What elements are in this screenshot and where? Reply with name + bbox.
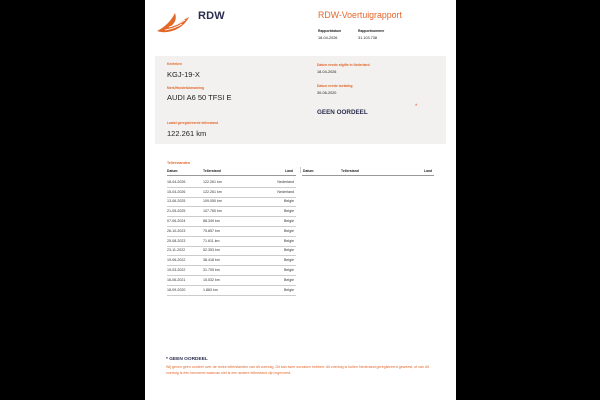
- row-tellerstand: 75.857 km: [203, 228, 220, 233]
- row-date: 21-05-2025: [167, 209, 186, 214]
- row-land: Nederland: [277, 189, 294, 194]
- table-row: [167, 247, 296, 257]
- row-tellerstand: 1.883 km: [203, 287, 218, 292]
- tellerstand-value: 122.261 km: [167, 129, 207, 138]
- row-tellerstand: 52.353 km: [203, 248, 220, 253]
- row-land: Belgie: [284, 258, 294, 263]
- rapportnummer-label: Rapportnummer: [358, 29, 385, 33]
- col-tellerstand: Tellerstand: [203, 169, 221, 173]
- col-datum-right: Datum: [303, 169, 314, 173]
- table-header-rule-right: [302, 175, 434, 176]
- merk-label: Merk/Handelsbenaming: [167, 86, 205, 90]
- toelating-value: 30-06-2020: [317, 91, 337, 95]
- toelating-label: Datum eerste toelating: [317, 84, 353, 88]
- row-date: 07-06-2024: [167, 218, 186, 223]
- report-title: RDW-Voertuigrapport: [318, 10, 402, 20]
- row-date: 18-09-2020: [167, 287, 186, 292]
- afgifte-label: Datum eerste afgifte in Nederland: [317, 63, 370, 67]
- row-land: Nederland: [277, 179, 294, 184]
- col-datum: Datum: [167, 169, 178, 173]
- kenteken-label: Kenteken: [167, 62, 182, 66]
- row-date: 13-06-2025: [167, 199, 186, 204]
- report-page: [145, 0, 456, 400]
- col-land-right: Land: [424, 169, 433, 173]
- table-row: [167, 217, 296, 227]
- verdict: GEEN OORDEEL: [317, 109, 368, 116]
- rdw-bird-logo-icon: [155, 9, 191, 35]
- row-date: 19-03-2022: [167, 267, 186, 272]
- footer-text: Wij geven geen oordeel over de reeks tellerstanden van dit voertuig. Dit kan twee oorzaken hebben: dit voertuig is buiten Nederland geregistreerd geweest, of van dit voertuig is één benoemd waarvan niet is een andere tellerstand zijn ingevoerd.: [166, 365, 429, 375]
- brand-name: RDW: [198, 10, 225, 22]
- tellerstanden-table: [167, 178, 296, 296]
- row-date: 16-06-2021: [167, 277, 186, 282]
- row-tellerstand: 38.418 km: [203, 258, 220, 263]
- row-tellerstand: 109.050 km: [203, 199, 222, 204]
- table-header-rule: [167, 175, 296, 176]
- table-row: [167, 227, 296, 237]
- table-row: [167, 266, 296, 276]
- row-date: 23-11-2022: [167, 248, 186, 253]
- row-tellerstand: 107.760 km: [203, 209, 222, 214]
- row-land: Belgie: [284, 287, 294, 292]
- row-date: 19-06-2022: [167, 258, 186, 263]
- row-land: Belgie: [284, 199, 294, 204]
- table-row: [167, 178, 296, 188]
- row-land: Belgie: [284, 228, 294, 233]
- table-row: [167, 198, 296, 208]
- row-tellerstand: 71.611 km: [203, 238, 220, 243]
- col-land: Land: [285, 169, 294, 173]
- row-land: Belgie: [284, 277, 294, 282]
- table-row: [167, 286, 296, 296]
- tellerstand-label: Laatst geregistreerde tellerstand: [167, 121, 219, 125]
- row-land: Belgie: [284, 248, 294, 253]
- row-tellerstand: 15.532 km: [203, 277, 220, 282]
- row-date: 18-04-2026: [167, 179, 186, 184]
- table-row: [167, 256, 296, 266]
- footer-title: * GEEN OORDEEL: [166, 357, 208, 362]
- rapportnummer-value: 31.103.738: [358, 36, 378, 40]
- row-tellerstand: 88.349 km: [203, 218, 220, 223]
- row-tellerstand: 122.261 km: [203, 189, 222, 194]
- row-land: Belgie: [284, 218, 294, 223]
- row-date: 25-08-2023: [167, 238, 186, 243]
- row-land: Belgie: [284, 267, 294, 272]
- table-row: [167, 276, 296, 286]
- row-tellerstand: 122.261 km: [203, 179, 222, 184]
- tellerstanden-title: Tellerstanden: [167, 161, 191, 165]
- table-row: [167, 207, 296, 217]
- table-row: [167, 188, 296, 198]
- kenteken-value: KGJ-19-X: [167, 70, 200, 79]
- merk-value: AUDI A6 50 TFSI E: [167, 93, 232, 102]
- row-tellerstand: 31.705 km: [203, 267, 220, 272]
- row-date: 26-10-2023: [167, 228, 186, 233]
- row-date: 15-04-2026: [167, 189, 186, 194]
- rapportdatum-label: Rapportdatum: [318, 29, 342, 33]
- rapportdatum-value: 18-04-2026: [318, 36, 338, 40]
- table-row: [167, 237, 296, 247]
- verdict-asterisk: *: [415, 104, 418, 110]
- afgifte-value: 18-04-2026: [317, 70, 337, 74]
- col-tellerstand-right: Tellerstand: [341, 169, 359, 173]
- row-land: Belgie: [284, 209, 294, 214]
- row-land: Belgie: [284, 238, 294, 243]
